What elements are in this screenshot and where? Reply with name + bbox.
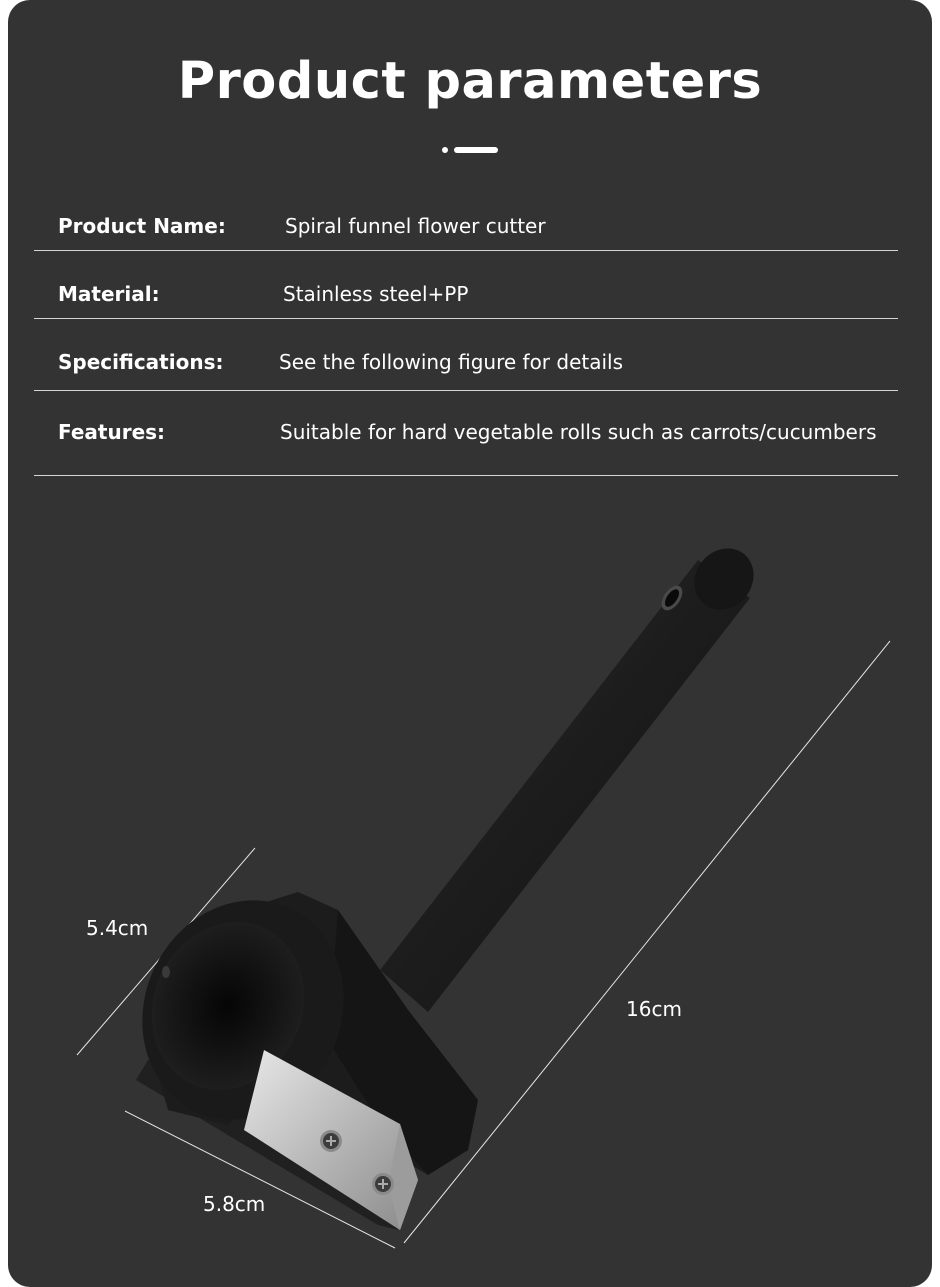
width-dimension-label: 5.8cm: [203, 1192, 266, 1216]
param-value: Suitable for hard vegetable rolls such as carrots/cucumbers: [280, 420, 877, 444]
param-label: Product Name:: [58, 214, 226, 238]
product-parameters-panel: [8, 0, 932, 1287]
param-label: Features:: [58, 420, 166, 444]
param-label: Specifications:: [58, 350, 224, 374]
length-dimension-label: 16cm: [626, 997, 682, 1021]
page-title: Product parameters: [177, 52, 763, 111]
cutter-handle: [380, 560, 750, 1012]
param-label: Material:: [58, 282, 160, 306]
param-value: See the following figure for details: [279, 350, 624, 374]
param-value: Spiral funnel flower cutter: [285, 214, 546, 238]
param-value: Stainless steel+PP: [283, 282, 469, 306]
spiral-cutter-product-image: [107, 537, 766, 1230]
height-dimension-label: 5.4cm: [86, 916, 149, 940]
product-dimension-diagram: [8, 0, 932, 1287]
